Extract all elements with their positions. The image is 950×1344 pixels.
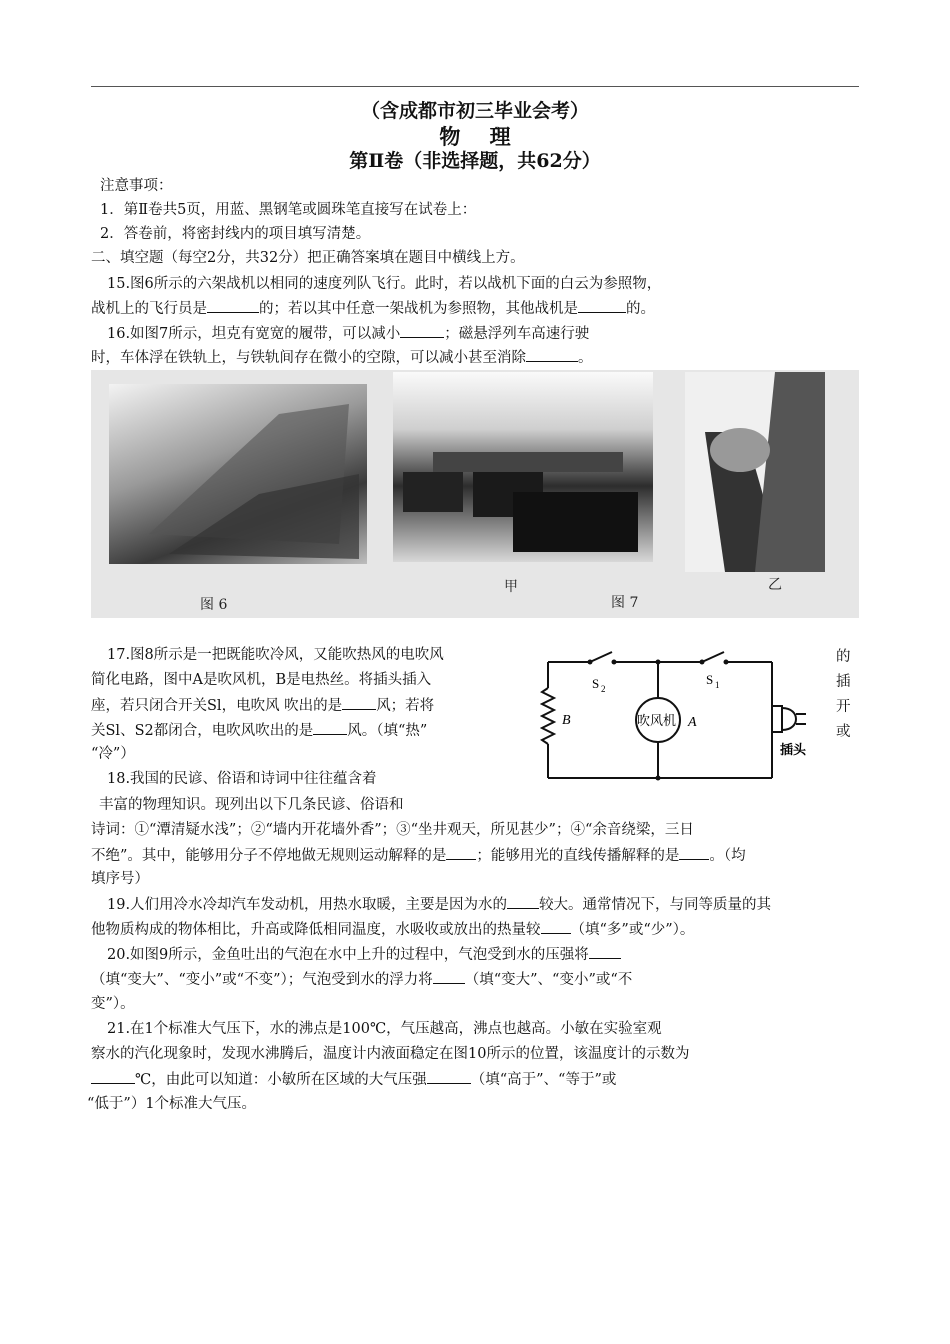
q20-blank-2[interactable] [433, 969, 465, 984]
q19-blank-1[interactable] [507, 894, 539, 909]
q15-text-a: 战机上的飞行员是 [91, 301, 207, 317]
switch-s1-label: S [706, 672, 714, 687]
q19-line-1 [107, 894, 771, 915]
switch-s2-label: S [592, 676, 600, 691]
q17-edge-1: 的 [836, 649, 851, 665]
q21-line-3 [91, 1069, 616, 1090]
jets-silhouette [109, 384, 367, 564]
q20-text-a: 20.如图9所示，金鱼吐出的气泡在水中上升的过程中，气泡受到水的压强将 [107, 947, 589, 963]
exam-part-title: 第Ⅱ卷（非选择题，共62分） [349, 150, 601, 172]
q20-line-1 [107, 944, 621, 965]
q15-blank-2[interactable] [578, 298, 626, 313]
q21-blank-2[interactable] [427, 1069, 471, 1084]
q15-text-c: 的。 [626, 301, 655, 317]
q16-text-c: 时，车体浮在铁轨上，与铁轨间存在微小的空隙，可以减小甚至消除 [91, 350, 526, 366]
q18-line-1: 18.我国的民谚、俗语和诗词中往往蕴含着 [107, 771, 377, 787]
q16-line-2 [91, 347, 593, 368]
q16-text-b: ；磁悬浮列车高速行驶 [444, 326, 590, 342]
notes-item-1: 1．第Ⅱ卷共5页，用蓝、黑钢笔或圆珠笔直接写在试卷上： [100, 202, 477, 218]
motor-label: 吹风机 [637, 714, 677, 729]
q15-blank-1[interactable] [207, 298, 259, 313]
q17-text-b: 风；若将 [376, 698, 435, 714]
tanks-photo [393, 372, 653, 562]
q20-blank-1[interactable] [589, 944, 621, 959]
exam-subject: 物 理 [439, 124, 511, 149]
switch-s1-subscript: 1 [715, 680, 720, 690]
q20-text-b: （填“变大”、“变小”或“不变”）；气泡受到水的浮力将 [91, 972, 433, 988]
q17-blank-1[interactable] [342, 695, 376, 710]
q19-text-b: 较大。通常情况下，与同等质量的其 [539, 897, 772, 913]
q19-blank-2[interactable] [541, 919, 571, 934]
q20-text-c: （填“变大”、“变小”或“不 [464, 972, 633, 988]
motor-a-label: A [688, 715, 697, 730]
q19-text-d: （填“多”或“少”）。 [570, 922, 695, 938]
q21-line-1: 21.在1个标准大气压下，水的沸点是100℃，气压越高，沸点也越高。小敏在实验室观 [107, 1021, 662, 1037]
q19-text-a: 19.人们用冷水冷却汽车发动机，用热水取暖，主要是因为水的 [107, 897, 508, 913]
fig7-caption: 图 7 [611, 595, 639, 611]
q19-text-c: 他物质构成的物体相比，升高或降低相同温度，水吸收或放出的热量较 [91, 922, 541, 938]
q17-line-2: 简化电路，图中A是吹风机，B是电热丝。将插头插入 [91, 672, 432, 688]
q18-text-b: ；能够用光的直线传播解释的是 [476, 848, 680, 864]
q17-text-c: 关Sl、S2都闭合，电吹风吹出的是 [91, 723, 314, 739]
q18-text-c: 。（均 [709, 848, 746, 864]
maglev-photo [685, 372, 825, 572]
q21-blank-1[interactable] [91, 1069, 135, 1084]
switch-s2-subscript: 2 [601, 684, 606, 694]
notes-item-2: 2．答卷前，将密封线内的项目填写清楚。 [100, 226, 371, 242]
q15-text-b: 的；若以其中任意一架战机为参照物，其他战机是 [259, 301, 578, 317]
section-heading: 二、填空题（每空2分，共32分）把正确答案填在题目中横线上方。 [91, 250, 525, 266]
q21-line-4: “低于”）1个标准大气压。 [87, 1096, 257, 1112]
plug-icon [772, 706, 782, 732]
q17-line-5: “冷”） [91, 746, 135, 762]
fighter-jets-photo [109, 384, 367, 564]
q16-text-a: 16.如图7所示，坦克有宽宽的履带，可以减小 [107, 326, 401, 342]
figure-photos [91, 370, 859, 618]
fig6-caption: 图 6 [200, 597, 228, 613]
fig7-jia-label: 甲 [504, 579, 518, 595]
exam-subtitle: （含成都市初三毕业会考） [360, 100, 589, 122]
q16-line-1 [107, 323, 589, 344]
q18-line-3: 诗词：①“潭清疑水浅”；②“墙内开花墙外香”；③“坐井观天，所见甚少”；④“余音绕梁，三日 [91, 822, 694, 838]
q17-edge-2: 插 [836, 674, 851, 690]
heater-resistor [542, 688, 554, 744]
hair-dryer-circuit [540, 648, 830, 788]
q17-blank-2[interactable] [313, 720, 347, 735]
top-rule [91, 86, 859, 87]
q17-text-a: 座，若只闭合开关Sl，电吹风 吹出的是 [91, 698, 343, 714]
notes-heading: 注意事项： [100, 178, 173, 194]
q18-line-2: 丰富的物理知识。现列出以下几条民谚、俗语和 [99, 797, 404, 813]
q17-text-d: 风。（填“热” [347, 723, 428, 739]
q16-blank-2[interactable] [526, 347, 578, 362]
q17-line-4 [91, 720, 427, 741]
tanks-silhouette [393, 372, 653, 562]
fig7-yi-label: 乙 [768, 577, 782, 593]
q18-text-a: 不绝”。其中，能够用分子不停地做无规则运动解释的是 [91, 848, 447, 864]
q18-line-4 [91, 845, 746, 866]
q18-blank-2[interactable] [679, 845, 709, 860]
q21-line-2: 察水的汽化现象时，发现水沸腾后，温度计内液面稳定在图10所示的位置，该温度计的示数为 [91, 1046, 690, 1062]
maglev-silhouette [685, 372, 825, 572]
q20-line-2 [91, 969, 632, 990]
q17-edge-4: 或 [836, 724, 851, 740]
plug-label: 插头 [780, 743, 807, 758]
q17-edge-3: 开 [836, 699, 851, 715]
q20-line-3: 变”）。 [91, 996, 135, 1012]
q16-blank-1[interactable] [400, 323, 444, 338]
q18-line-5: 填序号） [91, 871, 149, 887]
q19-line-2 [91, 919, 694, 940]
q17-line-3 [91, 695, 434, 716]
q15-line-2 [91, 298, 655, 319]
q17-line-1: 17.图8所示是一把既能吹冷风，又能吹热风的电吹风 [107, 647, 444, 663]
q15-line-1: 15.图6所示的六架战机以相同的速度列队飞行。此时，若以战机下面的白云为参照物， [107, 276, 662, 292]
q16-text-d: 。 [578, 350, 593, 366]
q21-text-b: （填“高于”、“等于”或 [470, 1072, 617, 1088]
q18-blank-1[interactable] [446, 845, 476, 860]
q21-text-a: ℃，由此可以知道：小敏所在区域的大气压强 [135, 1072, 427, 1088]
resistor-b-label: B [562, 713, 571, 728]
